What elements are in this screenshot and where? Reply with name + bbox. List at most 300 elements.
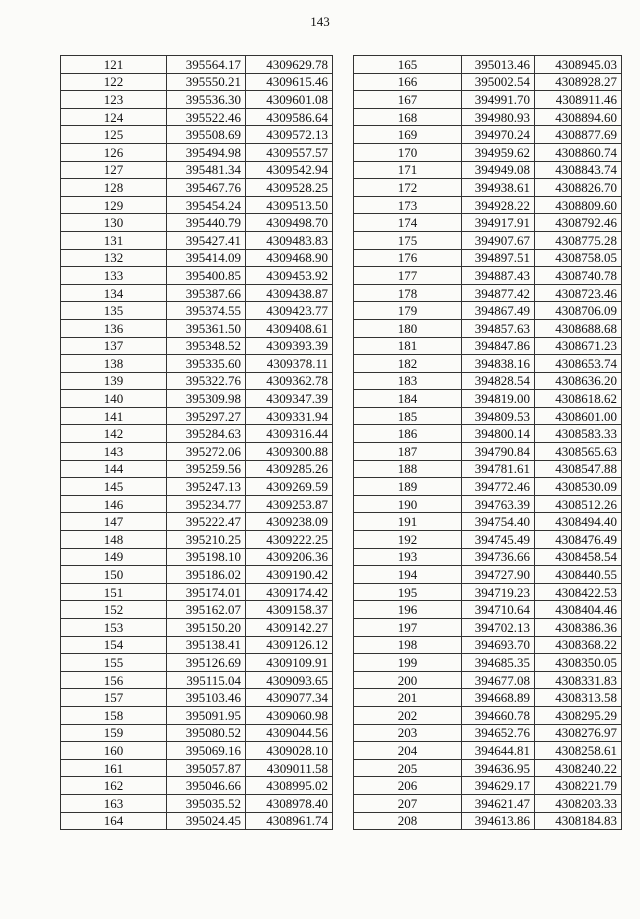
y-coordinate-cell: 4308386.36	[535, 619, 622, 637]
x-coordinate-cell: 394677.08	[462, 671, 535, 689]
point-number-cell: 166	[354, 73, 462, 91]
y-coordinate-cell: 4309028.10	[246, 742, 333, 760]
y-coordinate-cell: 4308221.79	[535, 777, 622, 795]
point-number-cell: 176	[354, 249, 462, 267]
table-row	[354, 794, 622, 812]
y-coordinate-cell: 4308928.27	[535, 73, 622, 91]
table-row	[61, 443, 333, 461]
point-number-cell: 181	[354, 337, 462, 355]
table-row	[61, 126, 333, 144]
x-coordinate-cell: 395550.21	[167, 73, 246, 91]
x-coordinate-cell: 394613.86	[462, 812, 535, 830]
table-row	[61, 478, 333, 496]
y-coordinate-cell: 4308422.53	[535, 583, 622, 601]
y-coordinate-cell: 4308740.78	[535, 267, 622, 285]
y-coordinate-cell: 4309316.44	[246, 425, 333, 443]
point-number-cell: 160	[61, 742, 167, 760]
point-number-cell: 140	[61, 390, 167, 408]
y-coordinate-cell: 4308203.33	[535, 794, 622, 812]
point-number-cell: 123	[61, 91, 167, 109]
table-row	[354, 56, 622, 74]
table-row	[354, 390, 622, 408]
table-row	[354, 742, 622, 760]
x-coordinate-cell: 395198.10	[167, 548, 246, 566]
table-row	[61, 179, 333, 197]
point-number-cell: 167	[354, 91, 462, 109]
table-row	[61, 337, 333, 355]
x-coordinate-cell: 395080.52	[167, 724, 246, 742]
point-number-cell: 185	[354, 407, 462, 425]
table-row	[61, 249, 333, 267]
point-number-cell: 179	[354, 302, 462, 320]
point-number-cell: 172	[354, 179, 462, 197]
x-coordinate-cell: 394800.14	[462, 425, 535, 443]
table-row	[61, 161, 333, 179]
y-coordinate-cell: 4309174.42	[246, 583, 333, 601]
point-number-cell: 203	[354, 724, 462, 742]
y-coordinate-cell: 4308809.60	[535, 196, 622, 214]
y-coordinate-cell: 4309190.42	[246, 566, 333, 584]
y-coordinate-cell: 4309285.26	[246, 460, 333, 478]
table-row	[61, 319, 333, 337]
point-number-cell: 184	[354, 390, 462, 408]
point-number-cell: 170	[354, 143, 462, 161]
y-coordinate-cell: 4308295.29	[535, 706, 622, 724]
table-row	[61, 548, 333, 566]
point-number-cell: 204	[354, 742, 462, 760]
x-coordinate-cell: 394867.49	[462, 302, 535, 320]
x-coordinate-cell: 395115.04	[167, 671, 246, 689]
y-coordinate-cell: 4308565.63	[535, 443, 622, 461]
x-coordinate-cell: 395400.85	[167, 267, 246, 285]
point-number-cell: 196	[354, 601, 462, 619]
y-coordinate-cell: 4309331.94	[246, 407, 333, 425]
table-row	[354, 231, 622, 249]
point-number-cell: 146	[61, 495, 167, 513]
y-coordinate-cell: 4309238.09	[246, 513, 333, 531]
table-row	[61, 759, 333, 777]
y-coordinate-cell: 4309253.87	[246, 495, 333, 513]
y-coordinate-cell: 4309586.64	[246, 108, 333, 126]
point-number-cell: 194	[354, 566, 462, 584]
table-row	[354, 777, 622, 795]
point-number-cell: 200	[354, 671, 462, 689]
table-row	[354, 214, 622, 232]
x-coordinate-cell: 395481.34	[167, 161, 246, 179]
x-coordinate-cell: 394877.42	[462, 284, 535, 302]
table-row	[354, 91, 622, 109]
x-coordinate-cell: 394719.23	[462, 583, 535, 601]
table-row	[61, 531, 333, 549]
point-number-cell: 137	[61, 337, 167, 355]
y-coordinate-cell: 4309572.13	[246, 126, 333, 144]
table-row	[354, 425, 622, 443]
point-number-cell: 162	[61, 777, 167, 795]
point-number-cell: 139	[61, 372, 167, 390]
table-row	[61, 460, 333, 478]
point-number-cell: 198	[354, 636, 462, 654]
point-number-cell: 208	[354, 812, 462, 830]
point-number-cell: 195	[354, 583, 462, 601]
point-number-cell: 169	[354, 126, 462, 144]
y-coordinate-cell: 4308723.46	[535, 284, 622, 302]
x-coordinate-cell: 395374.55	[167, 302, 246, 320]
y-coordinate-cell: 4309528.25	[246, 179, 333, 197]
table-row	[354, 108, 622, 126]
y-coordinate-cell: 4309109.91	[246, 654, 333, 672]
y-coordinate-cell: 4308706.09	[535, 302, 622, 320]
x-coordinate-cell: 395150.20	[167, 619, 246, 637]
y-coordinate-cell: 4309423.77	[246, 302, 333, 320]
table-row	[354, 267, 622, 285]
coordinates-table-left	[60, 55, 333, 830]
y-coordinate-cell: 4309483.83	[246, 231, 333, 249]
x-coordinate-cell: 395046.66	[167, 777, 246, 795]
y-coordinate-cell: 4309222.25	[246, 531, 333, 549]
point-number-cell: 161	[61, 759, 167, 777]
x-coordinate-cell: 395069.16	[167, 742, 246, 760]
x-coordinate-cell: 395440.79	[167, 214, 246, 232]
x-coordinate-cell: 394781.61	[462, 460, 535, 478]
x-coordinate-cell: 395508.69	[167, 126, 246, 144]
y-coordinate-cell: 4308512.26	[535, 495, 622, 513]
point-number-cell: 134	[61, 284, 167, 302]
point-number-cell: 135	[61, 302, 167, 320]
table-row	[61, 302, 333, 320]
table-row	[61, 671, 333, 689]
x-coordinate-cell: 394644.81	[462, 742, 535, 760]
y-coordinate-cell: 4308671.23	[535, 337, 622, 355]
table-row	[61, 742, 333, 760]
x-coordinate-cell: 395387.66	[167, 284, 246, 302]
point-number-cell: 152	[61, 601, 167, 619]
table-row	[61, 654, 333, 672]
table-row	[61, 636, 333, 654]
x-coordinate-cell: 395057.87	[167, 759, 246, 777]
y-coordinate-cell: 4309347.39	[246, 390, 333, 408]
y-coordinate-cell: 4309453.92	[246, 267, 333, 285]
point-number-cell: 205	[354, 759, 462, 777]
table-row	[61, 407, 333, 425]
table-row	[61, 91, 333, 109]
y-coordinate-cell: 4308313.58	[535, 689, 622, 707]
point-number-cell: 175	[354, 231, 462, 249]
y-coordinate-cell: 4309269.59	[246, 478, 333, 496]
y-coordinate-cell: 4308331.83	[535, 671, 622, 689]
x-coordinate-cell: 395210.25	[167, 531, 246, 549]
table-row	[354, 654, 622, 672]
x-coordinate-cell: 394621.47	[462, 794, 535, 812]
x-coordinate-cell: 394959.62	[462, 143, 535, 161]
y-coordinate-cell: 4308860.74	[535, 143, 622, 161]
table-row	[61, 566, 333, 584]
table-row	[354, 478, 622, 496]
table-row	[61, 689, 333, 707]
table-row	[354, 196, 622, 214]
x-coordinate-cell: 395297.27	[167, 407, 246, 425]
point-number-cell: 129	[61, 196, 167, 214]
y-coordinate-cell: 4309142.27	[246, 619, 333, 637]
y-coordinate-cell: 4308688.68	[535, 319, 622, 337]
y-coordinate-cell: 4308440.55	[535, 566, 622, 584]
table-row	[354, 724, 622, 742]
table-row	[354, 337, 622, 355]
point-number-cell: 174	[354, 214, 462, 232]
table-row	[354, 548, 622, 566]
x-coordinate-cell: 394917.91	[462, 214, 535, 232]
table-row	[61, 108, 333, 126]
x-coordinate-cell: 394660.78	[462, 706, 535, 724]
y-coordinate-cell: 4308792.46	[535, 214, 622, 232]
point-number-cell: 153	[61, 619, 167, 637]
point-number-cell: 121	[61, 56, 167, 74]
y-coordinate-cell: 4309362.78	[246, 372, 333, 390]
point-number-cell: 150	[61, 566, 167, 584]
y-coordinate-cell: 4308843.74	[535, 161, 622, 179]
point-number-cell: 157	[61, 689, 167, 707]
x-coordinate-cell: 395322.76	[167, 372, 246, 390]
y-coordinate-cell: 4308583.33	[535, 425, 622, 443]
point-number-cell: 138	[61, 355, 167, 373]
point-number-cell: 207	[354, 794, 462, 812]
table-row	[61, 372, 333, 390]
table-row	[61, 425, 333, 443]
y-coordinate-cell: 4309077.34	[246, 689, 333, 707]
point-number-cell: 141	[61, 407, 167, 425]
table-row	[354, 689, 622, 707]
table-row	[354, 143, 622, 161]
point-number-cell: 136	[61, 319, 167, 337]
table-row	[61, 231, 333, 249]
y-coordinate-cell: 4308404.46	[535, 601, 622, 619]
table-row	[61, 267, 333, 285]
x-coordinate-cell: 395522.46	[167, 108, 246, 126]
table-row	[61, 601, 333, 619]
y-coordinate-cell: 4309011.58	[246, 759, 333, 777]
point-number-cell: 190	[354, 495, 462, 513]
point-number-cell: 125	[61, 126, 167, 144]
x-coordinate-cell: 394736.66	[462, 548, 535, 566]
x-coordinate-cell: 394949.08	[462, 161, 535, 179]
x-coordinate-cell: 394897.51	[462, 249, 535, 267]
y-coordinate-cell: 4308995.02	[246, 777, 333, 795]
point-number-cell: 142	[61, 425, 167, 443]
x-coordinate-cell: 394980.93	[462, 108, 535, 126]
x-coordinate-cell: 394652.76	[462, 724, 535, 742]
y-coordinate-cell: 4308258.61	[535, 742, 622, 760]
x-coordinate-cell: 394838.16	[462, 355, 535, 373]
page-number: 143	[310, 14, 330, 29]
y-coordinate-cell: 4308961.74	[246, 812, 333, 830]
y-coordinate-cell: 4308618.62	[535, 390, 622, 408]
y-coordinate-cell: 4309629.78	[246, 56, 333, 74]
y-coordinate-cell: 4309615.46	[246, 73, 333, 91]
point-number-cell: 128	[61, 179, 167, 197]
x-coordinate-cell: 395174.01	[167, 583, 246, 601]
point-number-cell: 178	[354, 284, 462, 302]
y-coordinate-cell: 4308978.40	[246, 794, 333, 812]
x-coordinate-cell: 395467.76	[167, 179, 246, 197]
point-number-cell: 186	[354, 425, 462, 443]
table-row	[354, 759, 622, 777]
point-number-cell: 188	[354, 460, 462, 478]
table-row	[354, 284, 622, 302]
point-number-cell: 131	[61, 231, 167, 249]
x-coordinate-cell: 395272.06	[167, 443, 246, 461]
point-number-cell: 143	[61, 443, 167, 461]
x-coordinate-cell: 395284.63	[167, 425, 246, 443]
y-coordinate-cell: 4309498.70	[246, 214, 333, 232]
x-coordinate-cell: 394745.49	[462, 531, 535, 549]
y-coordinate-cell: 4309060.98	[246, 706, 333, 724]
y-coordinate-cell: 4308184.83	[535, 812, 622, 830]
y-coordinate-cell: 4308350.05	[535, 654, 622, 672]
x-coordinate-cell: 394685.35	[462, 654, 535, 672]
point-number-cell: 145	[61, 478, 167, 496]
y-coordinate-cell: 4308240.22	[535, 759, 622, 777]
point-number-cell: 192	[354, 531, 462, 549]
table-row	[61, 214, 333, 232]
table-row	[61, 495, 333, 513]
table-row	[61, 619, 333, 637]
point-number-cell: 171	[354, 161, 462, 179]
point-number-cell: 159	[61, 724, 167, 742]
table-row	[61, 777, 333, 795]
y-coordinate-cell: 4308494.40	[535, 513, 622, 531]
x-coordinate-cell: 394828.54	[462, 372, 535, 390]
y-coordinate-cell: 4308636.20	[535, 372, 622, 390]
y-coordinate-cell: 4309378.11	[246, 355, 333, 373]
y-coordinate-cell: 4308911.46	[535, 91, 622, 109]
x-coordinate-cell: 395247.13	[167, 478, 246, 496]
x-coordinate-cell: 394847.86	[462, 337, 535, 355]
y-coordinate-cell: 4308458.54	[535, 548, 622, 566]
x-coordinate-cell: 395414.09	[167, 249, 246, 267]
x-coordinate-cell: 395222.47	[167, 513, 246, 531]
x-coordinate-cell: 394857.63	[462, 319, 535, 337]
x-coordinate-cell: 395103.46	[167, 689, 246, 707]
y-coordinate-cell: 4308547.88	[535, 460, 622, 478]
table-row	[354, 636, 622, 654]
point-number-cell: 187	[354, 443, 462, 461]
x-coordinate-cell: 395335.60	[167, 355, 246, 373]
table-row	[61, 812, 333, 830]
table-row	[354, 495, 622, 513]
x-coordinate-cell: 395348.52	[167, 337, 246, 355]
y-coordinate-cell: 4308945.03	[535, 56, 622, 74]
y-coordinate-cell: 4308276.97	[535, 724, 622, 742]
x-coordinate-cell: 395454.24	[167, 196, 246, 214]
point-number-cell: 202	[354, 706, 462, 724]
x-coordinate-cell: 394754.40	[462, 513, 535, 531]
table-row	[354, 126, 622, 144]
y-coordinate-cell: 4308826.70	[535, 179, 622, 197]
point-number-cell: 151	[61, 583, 167, 601]
x-coordinate-cell: 394727.90	[462, 566, 535, 584]
x-coordinate-cell: 394693.70	[462, 636, 535, 654]
x-coordinate-cell: 395536.30	[167, 91, 246, 109]
x-coordinate-cell: 395138.41	[167, 636, 246, 654]
y-coordinate-cell: 4309093.65	[246, 671, 333, 689]
table-row	[61, 390, 333, 408]
coordinates-table-right	[353, 55, 622, 830]
y-coordinate-cell: 4308877.69	[535, 126, 622, 144]
point-number-cell: 130	[61, 214, 167, 232]
x-coordinate-cell: 394790.84	[462, 443, 535, 461]
point-number-cell: 180	[354, 319, 462, 337]
point-number-cell: 148	[61, 531, 167, 549]
point-number-cell: 127	[61, 161, 167, 179]
table-row	[354, 73, 622, 91]
x-coordinate-cell: 394772.46	[462, 478, 535, 496]
x-coordinate-cell: 394970.24	[462, 126, 535, 144]
x-coordinate-cell: 395024.45	[167, 812, 246, 830]
x-coordinate-cell: 395309.98	[167, 390, 246, 408]
point-number-cell: 165	[354, 56, 462, 74]
y-coordinate-cell: 4309393.39	[246, 337, 333, 355]
x-coordinate-cell: 395259.56	[167, 460, 246, 478]
table-row	[354, 671, 622, 689]
point-number-cell: 147	[61, 513, 167, 531]
table-row	[354, 302, 622, 320]
y-coordinate-cell: 4308530.09	[535, 478, 622, 496]
x-coordinate-cell: 395126.69	[167, 654, 246, 672]
point-number-cell: 193	[354, 548, 462, 566]
table-row	[354, 513, 622, 531]
point-number-cell: 124	[61, 108, 167, 126]
x-coordinate-cell: 395035.52	[167, 794, 246, 812]
table-row	[354, 407, 622, 425]
y-coordinate-cell: 4309542.94	[246, 161, 333, 179]
point-number-cell: 158	[61, 706, 167, 724]
table-row	[61, 794, 333, 812]
x-coordinate-cell: 394636.95	[462, 759, 535, 777]
point-number-cell: 122	[61, 73, 167, 91]
y-coordinate-cell: 4308894.60	[535, 108, 622, 126]
y-coordinate-cell: 4309557.57	[246, 143, 333, 161]
point-number-cell: 126	[61, 143, 167, 161]
x-coordinate-cell: 394763.39	[462, 495, 535, 513]
y-coordinate-cell: 4308758.05	[535, 249, 622, 267]
y-coordinate-cell: 4309468.90	[246, 249, 333, 267]
table-row	[61, 583, 333, 601]
table-row	[354, 319, 622, 337]
x-coordinate-cell: 394819.00	[462, 390, 535, 408]
x-coordinate-cell: 395186.02	[167, 566, 246, 584]
point-number-cell: 173	[354, 196, 462, 214]
y-coordinate-cell: 4308775.28	[535, 231, 622, 249]
x-coordinate-cell: 395002.54	[462, 73, 535, 91]
x-coordinate-cell: 394668.89	[462, 689, 535, 707]
point-number-cell: 133	[61, 267, 167, 285]
x-coordinate-cell: 394887.43	[462, 267, 535, 285]
y-coordinate-cell: 4309206.36	[246, 548, 333, 566]
point-number-cell: 132	[61, 249, 167, 267]
table-row	[354, 372, 622, 390]
table-row	[61, 73, 333, 91]
y-coordinate-cell: 4308653.74	[535, 355, 622, 373]
y-coordinate-cell: 4309044.56	[246, 724, 333, 742]
point-number-cell: 177	[354, 267, 462, 285]
point-number-cell: 191	[354, 513, 462, 531]
table-row	[354, 161, 622, 179]
x-coordinate-cell: 394991.70	[462, 91, 535, 109]
point-number-cell: 163	[61, 794, 167, 812]
x-coordinate-cell: 395361.50	[167, 319, 246, 337]
table-row	[354, 583, 622, 601]
table-row	[61, 706, 333, 724]
y-coordinate-cell: 4309300.88	[246, 443, 333, 461]
